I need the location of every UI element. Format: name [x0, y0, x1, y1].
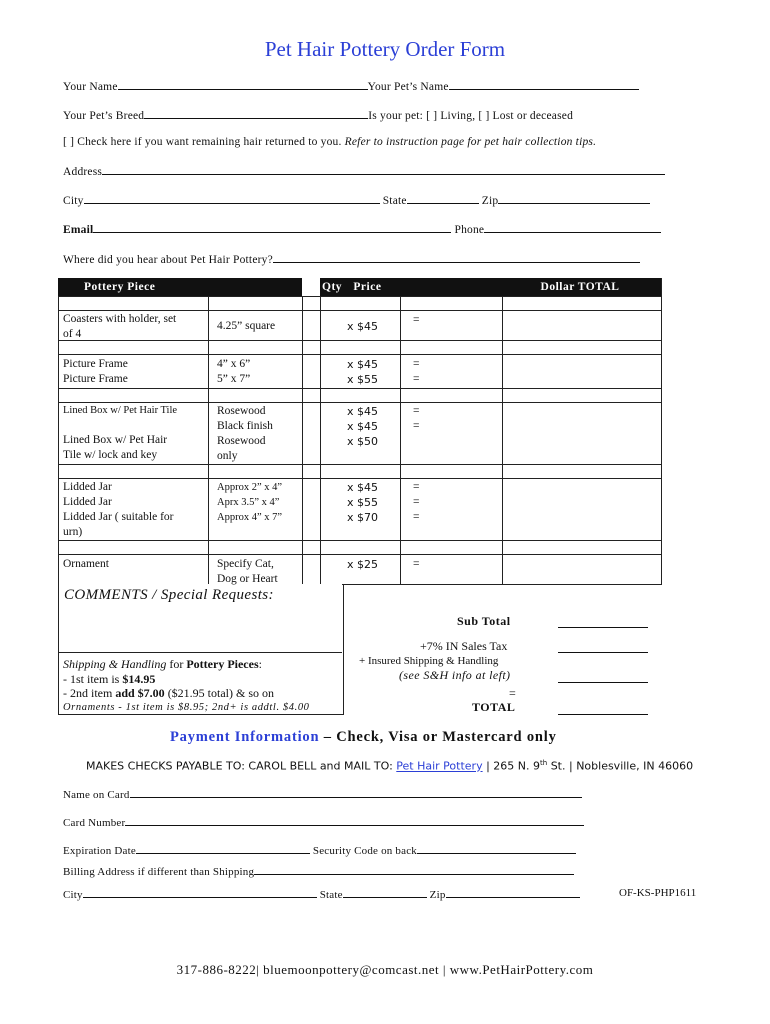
equals-cell: = =	[413, 358, 420, 385]
security-code-label: Security Code on back	[312, 845, 417, 857]
phone-label: Phone	[454, 224, 485, 236]
shipping-label: + Insured Shipping & Handling	[359, 655, 499, 667]
state-label: State	[382, 195, 407, 207]
billing-address-field[interactable]	[254, 864, 574, 875]
table-row: Ornament	[63, 558, 109, 570]
pet-breed-field[interactable]	[144, 108, 368, 119]
equals-cell: = = =	[413, 481, 420, 523]
billing-city-row	[63, 887, 580, 901]
header-price: Price	[353, 281, 382, 293]
billing-zip-field[interactable]	[446, 887, 580, 898]
header-qty: Qty	[322, 281, 343, 293]
table-row: Lidded Jar Lidded Jar Lidded Jar ( suitable for urn)	[63, 481, 174, 538]
expiration-row	[63, 843, 576, 857]
pet-hair-pottery-link[interactable]: Pet Hair Pottery	[396, 759, 483, 773]
email-label: Email	[63, 224, 94, 236]
card-number-field[interactable]	[125, 815, 584, 826]
city-row	[63, 193, 650, 207]
form-code: OF-KS-PHP1611	[619, 887, 697, 899]
return-hair-checkbox[interactable]: [ ] Check here if you want remaining hair returned to you.	[63, 136, 342, 148]
phone-field[interactable]	[484, 222, 661, 233]
header-qty-price	[320, 278, 400, 296]
card-number-row	[63, 815, 584, 829]
size-cell: Approx 2” x 4” Aprx 3.5” x 4” Approx 4” x 7”	[217, 482, 283, 523]
table-row: Lined Box w/ Pet Hair Tile Lined Box w/ Pet Hair Tile w/ lock and key	[63, 405, 178, 461]
size-cell: 4.25” square	[217, 320, 276, 332]
billing-city-field[interactable]	[83, 887, 317, 898]
billing-row	[63, 864, 574, 878]
form-title: Pet Hair Pottery Order Form	[264, 37, 506, 61]
total-field[interactable]	[558, 714, 648, 715]
billing-zip-label: Zip	[429, 889, 446, 901]
payment-heading: Payment Information – Check, Visa or Mastercard only	[170, 729, 557, 745]
name-row	[63, 79, 639, 93]
your-name-field[interactable]	[118, 79, 368, 90]
price-cell: x $45 x $55 x $70	[347, 481, 379, 524]
your-name-label: Your Name	[63, 81, 118, 93]
table-row: Picture Frame Picture Frame	[63, 358, 128, 385]
comments-divider	[58, 652, 342, 653]
shipping-info: Shipping & Handling for Pottery Pieces: - 1st item is $14.95 - 2nd item add $7.00 ($21.95 total) & so on Ornaments - 1st item is $8.95; 2nd+ is addtl. $4.00	[63, 657, 310, 713]
expiration-label: Expiration Date	[63, 845, 136, 857]
address-row	[63, 164, 665, 178]
header-dollar-total: Dollar TOTAL	[400, 278, 662, 296]
state-field[interactable]	[407, 193, 479, 204]
email-field[interactable]	[93, 222, 451, 233]
subtotal-field[interactable]	[558, 627, 648, 628]
comments-label: COMMENTS / Special Requests:	[64, 587, 274, 603]
billing-city-label: City	[63, 889, 83, 901]
hear-about-row	[63, 252, 640, 266]
pet-status-label[interactable]: Is your pet: [ ] Living, [ ] Lost or deceased	[368, 110, 574, 122]
price-cell: x $45 x $45 x $50	[347, 405, 379, 448]
equals-cell: =	[413, 558, 420, 570]
return-hair-row	[63, 136, 596, 148]
tax-label: +7% IN Sales Tax	[420, 639, 508, 653]
card-number-label: Card Number	[63, 817, 126, 829]
zip-label: Zip	[481, 195, 499, 207]
size-cell: Rosewood Black finish Rosewood only	[217, 405, 273, 462]
footer-contact: 317-886-8222| bluemoonpottery@comcast.net | www.PetHairPottery.com	[176, 962, 594, 977]
header-pottery-piece: Pottery Piece	[58, 278, 302, 296]
price-cell: x $45	[347, 320, 379, 333]
email-row	[63, 222, 661, 236]
pet-name-field[interactable]	[449, 79, 639, 90]
address-label: Address	[63, 166, 103, 178]
security-code-field[interactable]	[417, 843, 576, 854]
city-label: City	[63, 195, 84, 207]
zip-field[interactable]	[498, 193, 650, 204]
billing-address-label: Billing Address if different than Shipping	[63, 866, 255, 878]
total-label: TOTAL	[472, 700, 516, 714]
shipping-note: (see S&H info at left)	[399, 668, 511, 682]
name-on-card-label: Name on Card	[63, 789, 130, 801]
equals-cell: =	[413, 314, 420, 326]
table-border-right	[661, 278, 662, 584]
hear-about-field[interactable]	[273, 252, 640, 263]
return-hair-note: Refer to instruction page for pet hair collection tips.	[344, 136, 597, 148]
shipping-field[interactable]	[558, 682, 648, 683]
price-cell: x $25	[347, 558, 379, 571]
name-on-card-row	[63, 787, 582, 801]
price-cell: x $45 x $55	[347, 358, 379, 386]
equals-cell: = =	[413, 405, 420, 432]
expiration-field[interactable]	[136, 843, 310, 854]
billing-state-label: State	[319, 889, 343, 901]
size-cell: 4” x 6” 5” x 7”	[217, 358, 251, 385]
pet-breed-label: Your Pet’s Breed	[63, 110, 145, 122]
order-table	[58, 278, 662, 584]
name-on-card-field[interactable]	[130, 787, 582, 798]
checks-payable: MAKES CHECKS PAYABLE TO: CAROL BELL and MAIL TO: Pet Hair Pottery | 265 N. 9th St. | Noblesville, IN 46060	[86, 759, 694, 773]
size-cell: Specify Cat, Dog or Heart	[217, 558, 278, 585]
subtotal-label: Sub Total	[457, 614, 511, 628]
address-field[interactable]	[102, 164, 665, 175]
table-row: Coasters with holder, set of 4	[63, 313, 177, 340]
billing-state-field[interactable]	[343, 887, 427, 898]
breed-row	[63, 108, 573, 122]
pet-name-label: Your Pet’s Name	[367, 81, 449, 93]
hear-about-label: Where did you hear about Pet Hair Pottery?	[63, 254, 273, 266]
city-field[interactable]	[84, 193, 380, 204]
tax-field[interactable]	[558, 652, 648, 653]
equals-sign: =	[509, 686, 516, 700]
